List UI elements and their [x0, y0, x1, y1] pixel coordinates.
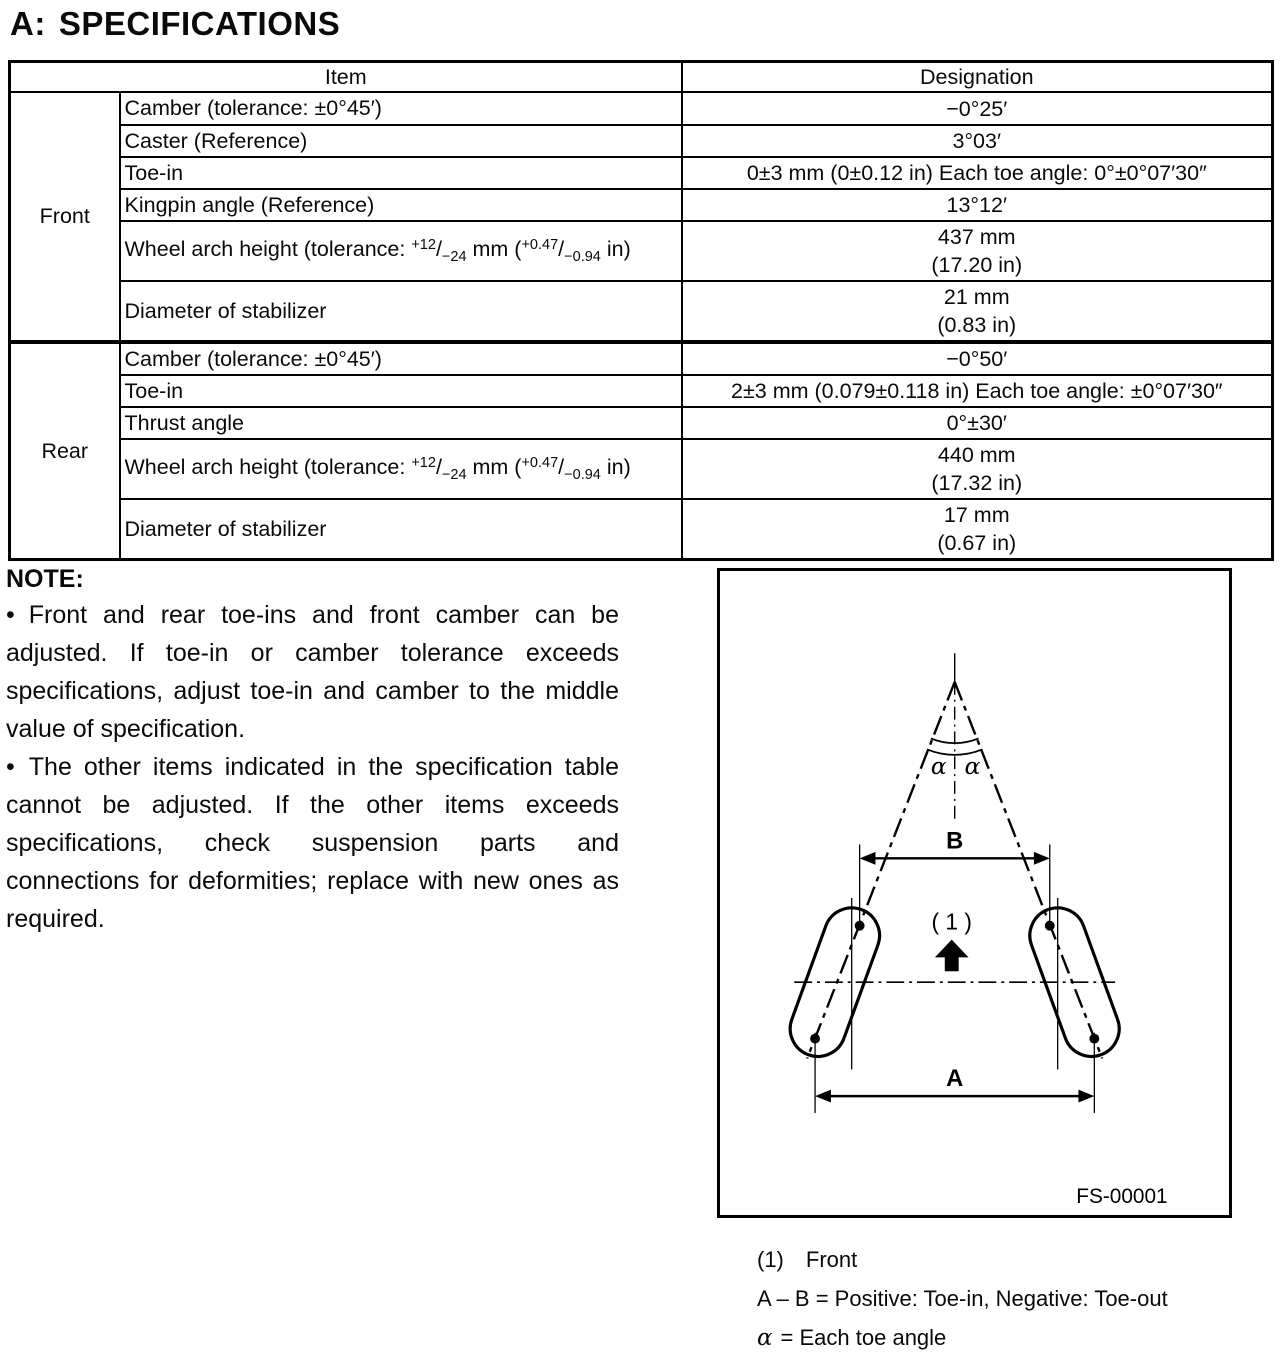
- designation-value: −0°50′: [682, 342, 1273, 375]
- item-label: Camber (tolerance: ±0°45′): [120, 342, 682, 375]
- table-row: [10, 281, 1273, 342]
- table-row: [10, 189, 1273, 221]
- table-header-row: [10, 62, 1273, 93]
- table-row: [10, 125, 1273, 157]
- dimension-b-label: B: [946, 827, 964, 855]
- group-label-front: Front: [10, 92, 120, 342]
- item-label: Wheel arch height (tolerance: $^{+12}/_{-24}$ mm ($^{+0.47}/_{-0.94}$ in): [120, 221, 682, 281]
- toe-angle-diagram: [720, 571, 1229, 1215]
- table-row: [10, 499, 1273, 560]
- legend-line-front: (1) Front: [757, 1247, 858, 1272]
- table-row: [10, 342, 1273, 375]
- legend-line-ab: A – B = Positive: Toe-in, Negative: Toe-out: [757, 1286, 1168, 1311]
- item-label: Camber (tolerance: ±0°45′): [120, 92, 682, 125]
- dimension-a-label: A: [946, 1065, 964, 1093]
- note-bullet: • Front and rear toe-ins and front camber can be adjusted. If toe-in or camber tolerance exceeds specifications, adjust toe-in and camber to the middle value of specification.: [6, 601, 619, 743]
- bullet-icon: •: [6, 753, 15, 781]
- bullet-icon: •: [6, 601, 15, 629]
- item-label: Diameter of stabilizer: [120, 499, 682, 560]
- page-title: [10, 5, 340, 43]
- item-label: Toe-in: [120, 157, 682, 189]
- front-direction-arrow-icon: [935, 940, 969, 972]
- designation-value: 437 mm (17.20 in): [682, 221, 1273, 281]
- item-label: Wheel arch height (tolerance: $^{+12}/_{-24}$ mm ($^{+0.47}/_{-0.94}$ in): [120, 439, 682, 499]
- designation-value: −0°25′: [682, 92, 1273, 125]
- item-label: Caster (Reference): [120, 125, 682, 157]
- section-letter: A:: [10, 5, 46, 42]
- item-label: Thrust angle: [120, 407, 682, 439]
- section-title-text: SPECIFICATIONS: [58, 5, 341, 42]
- group-label-rear: Rear: [10, 342, 120, 560]
- table-row: [10, 375, 1273, 407]
- legend-line-alpha: α = Each toe angle: [757, 1325, 947, 1351]
- note-bullet: • The other items indicated in the specification table cannot be adjusted. If the other items exceeds specifications, check suspension parts and connections for deformities; replace with new ones as required.: [6, 753, 619, 933]
- designation-value: 13°12′: [682, 189, 1273, 221]
- designation-value: 2±3 mm (0.079±0.118 in) Each toe angle: ±0°07′30″: [682, 375, 1273, 407]
- designation-value: 3°03′: [682, 125, 1273, 157]
- designation-value: 21 mm (0.83 in): [682, 281, 1273, 342]
- specifications-table: [8, 60, 1274, 561]
- item-label: Diameter of stabilizer: [120, 281, 682, 342]
- table-row: [10, 407, 1273, 439]
- table-row: [10, 157, 1273, 189]
- item-label: Kingpin angle (Reference): [120, 189, 682, 221]
- figure-id-label: FS-00001: [1076, 1185, 1168, 1209]
- designation-value: 0±3 mm (0±0.12 in) Each toe angle: 0°±0°07′30″: [682, 157, 1273, 189]
- table-row: [10, 221, 1273, 281]
- table-row: [10, 439, 1273, 499]
- alpha-right-label: α: [964, 752, 981, 781]
- column-header-designation: Designation: [682, 62, 1273, 93]
- figure-legend: [757, 1240, 1168, 1358]
- designation-value: 0°±30′: [682, 407, 1273, 439]
- designation-value: 440 mm (17.32 in): [682, 439, 1273, 499]
- front-marker-label: ( 1 ): [931, 908, 972, 935]
- designation-value: 17 mm (0.67 in): [682, 499, 1273, 560]
- toe-angle-figure: [717, 568, 1232, 1218]
- table-row: [10, 92, 1273, 125]
- note-heading: NOTE:: [6, 565, 84, 593]
- note-section: [6, 562, 619, 938]
- column-header-item: Item: [10, 62, 682, 93]
- item-label: Toe-in: [120, 375, 682, 407]
- alpha-left-label: α: [930, 752, 947, 781]
